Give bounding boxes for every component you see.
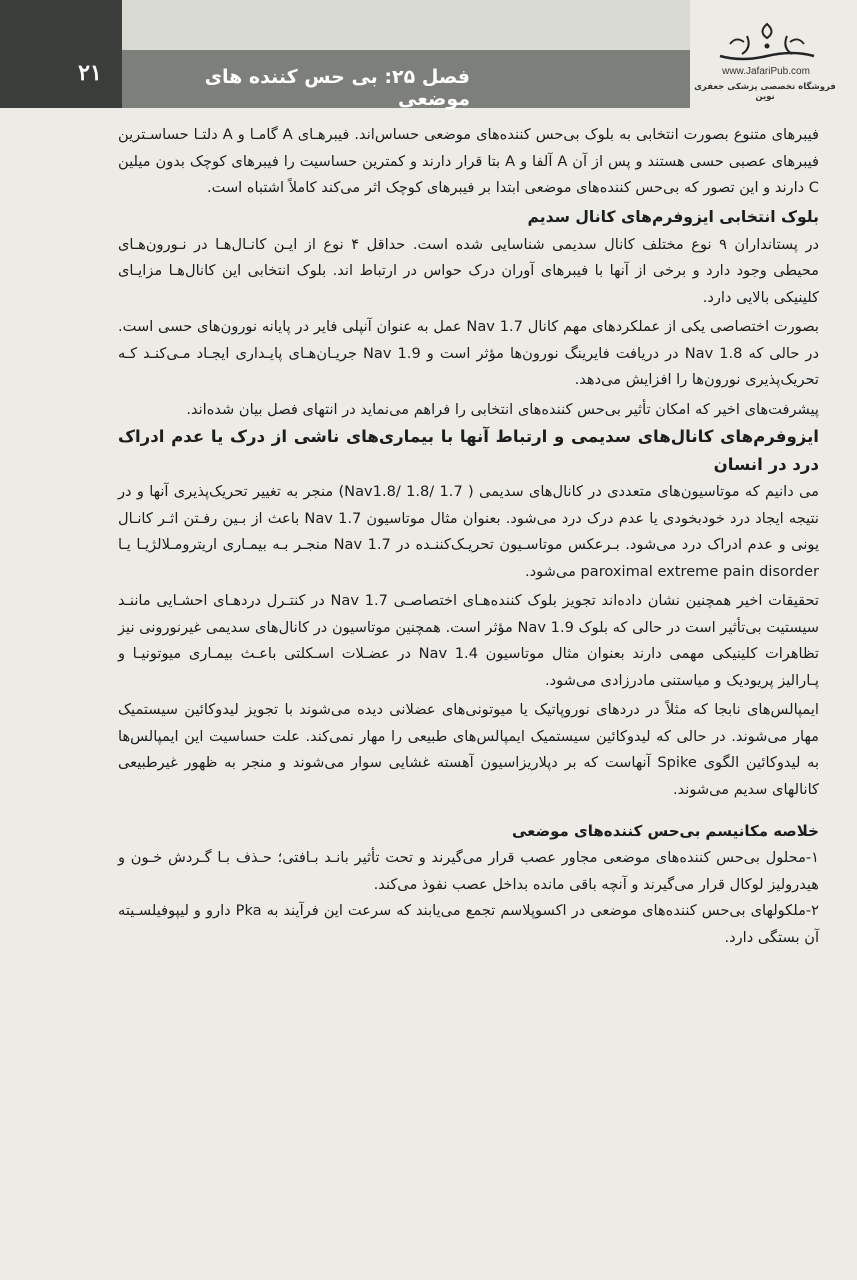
paragraph-7: ایمپالس‌های نابجا که مثلاً در دردهای نوروپاتیک یا میوتونی‌های عضلانی دیده می‌شوند با تجویز لیدوکائین سیستمیک مهار می‌شوند. در حالی که لیدوکائین سیستمیک ایمپالس‌های طبیعی را مهار نمی‌کند. علت حساسیت این ایمپالس‌ها به لیدوکائین الگوی Spike آنهاست که بر دپلاریزاسیون آهسته غشایی سوار می‌شوند و منجر به ظهور غیرطبیعی کانالهای سدیم می‌شوند. — [118, 701, 820, 798]
logo-caption: فروشگاه تخصصی پزشکی جعفری نوین — [694, 82, 836, 102]
heading-mechanism-summary: خلاصه مکانیسم بی‌حس کننده‌های موضعی — [511, 822, 819, 840]
paragraph-9: ۲-ملکولهای بی‌حس کننده‌های موضعی در اکسوپلاسم تجمع می‌یابند که سرعت این فرآیند به Pka دارو و لیپوفیلسـیته آن بستگی دارد. — [118, 902, 819, 946]
paragraph-2: در پستانداران ۹ نوع مختلف کانال سدیمی شناسایی شده است. حداقل ۴ نوع از ایـن کانـال‌هـا در نـورون‌هـای محیطی وجود دارد و برخی از آنها با فیبرهای آوران درک حواس در ارتباط اند. بلوک انتخابی این کانال‌هـا مزایـای کلینیکی بالایی دارد. — [118, 235, 819, 306]
publisher-logo-icon — [712, 16, 822, 64]
paragraph-5: می دانیم که موتاسیون‌های متعددی در کانال‌های سدیمی ( Nav1.8/ 1.8/ 1.7) منجر به تغییر تحریک‌پذیری آنها و در نتیجه ایجاد درد خودبخودی یا عدم درک درد می‌شود. بعنوان مثال موتاسیون Nav 1.7 باعث از بـین رفـتن اثـر کانـال یونی و عدم ادراک درد می‌شود. بـرعکس موتاسـیون تحریـک‌کننـده در Nav 1.7 منجـر بـه بیمـاری اریترومـلالژیـا یـا paroximal extreme pain disorder می‌شود. — [118, 483, 819, 580]
chapter-title: فصل ۲۵: بی حس کننده های موضعی — [204, 66, 470, 110]
heading-sodium-channel-block: بلوک انتخابی ایزوفرم‌های کانال سدیم — [527, 207, 819, 226]
paragraph-4: پیشرفت‌های اخیر که امکان تأثیر بی‌حس کننده‌های انتخابی را فراهم می‌نماید در انتهای فصل بیان شده‌اند. — [186, 400, 819, 418]
header-dark-block — [0, 0, 122, 108]
page-content — [118, 122, 819, 951]
paragraph-1: فیبرهای متنوع بصورت انتخابی به بلوک بی‌حس کننده‌های موضعی حساس‌اند. فیبرهـای A گامـا و A دلتـا حساسـترین فیبرهای عصبی حسی هستند و پس از آن A آلفا و A بتا قرار دارند و کمترین حساسیت را فیبرهای کوچک بدون میلین C دارند و این تصور که بی‌حس کننده‌های موضعی ابتدا بر فیبرهای کوچک اثر می‌کند کاملاً اشتباه است. — [118, 126, 820, 196]
paragraph-3: بصورت اختصاصی یکی از عملکردهای مهم کانال Nav 1.7 عمل به عنوان آنپلی فایر در پایانه نورون‌های حسی است. در حالی که Nav 1.8 در دریافت فایرینگ نورون‌ها مؤثر است و Nav 1.9 جریـان‌هـای پایـداری ایجـاد مـی‌کنـد کـه تحریک‌پذیری نورون‌ها را افزایش می‌دهد. — [118, 318, 819, 388]
paragraph-6: تحقیقات اخیر همچنین نشان داده‌اند تجویز بلوک کننده‌هـای اختصاصـی Nav 1.7 در کنتـرل دردهـای احشـایی ماننـد سیستیت بی‌تأثیر است در حالی که بلوک Nav 1.9 مؤثر است. همچنین موتاسیون در کانال‌های سدیمی غیرنورونی نیز تظاهرات کلینیکی مهمی دارند بعنوان مثال موتاسیون Nav 1.4 در عضـلات اسـکلتی باعـث بیمـاری میوتونیـا و پـارالیز پریودیک و میاستنی مادرزادی می‌شود. — [118, 592, 819, 689]
logo-url: www.JafariPub.com — [722, 66, 810, 77]
paragraph-8: ۱-محلول بی‌حس کننده‌های موضعی مجاور عصب قرار می‌گیرند و تحت تأثیر بانـد بـافتی؛ حـذف بـا گـردش خـون و هیدرولیز لوکال قرار می‌گیرند و آنچه باقی مانده بداخل عصب نفوذ می‌کند. — [118, 849, 819, 893]
heading-isoforms-disease: ایزوفرم‌های کانال‌های سدیمی و ارتباط آنها با بیماری‌های ناشی از درک یا عدم ادراک درد در انسان — [118, 427, 819, 474]
page-number: ۲۱ — [78, 60, 102, 86]
page-header — [0, 0, 857, 108]
